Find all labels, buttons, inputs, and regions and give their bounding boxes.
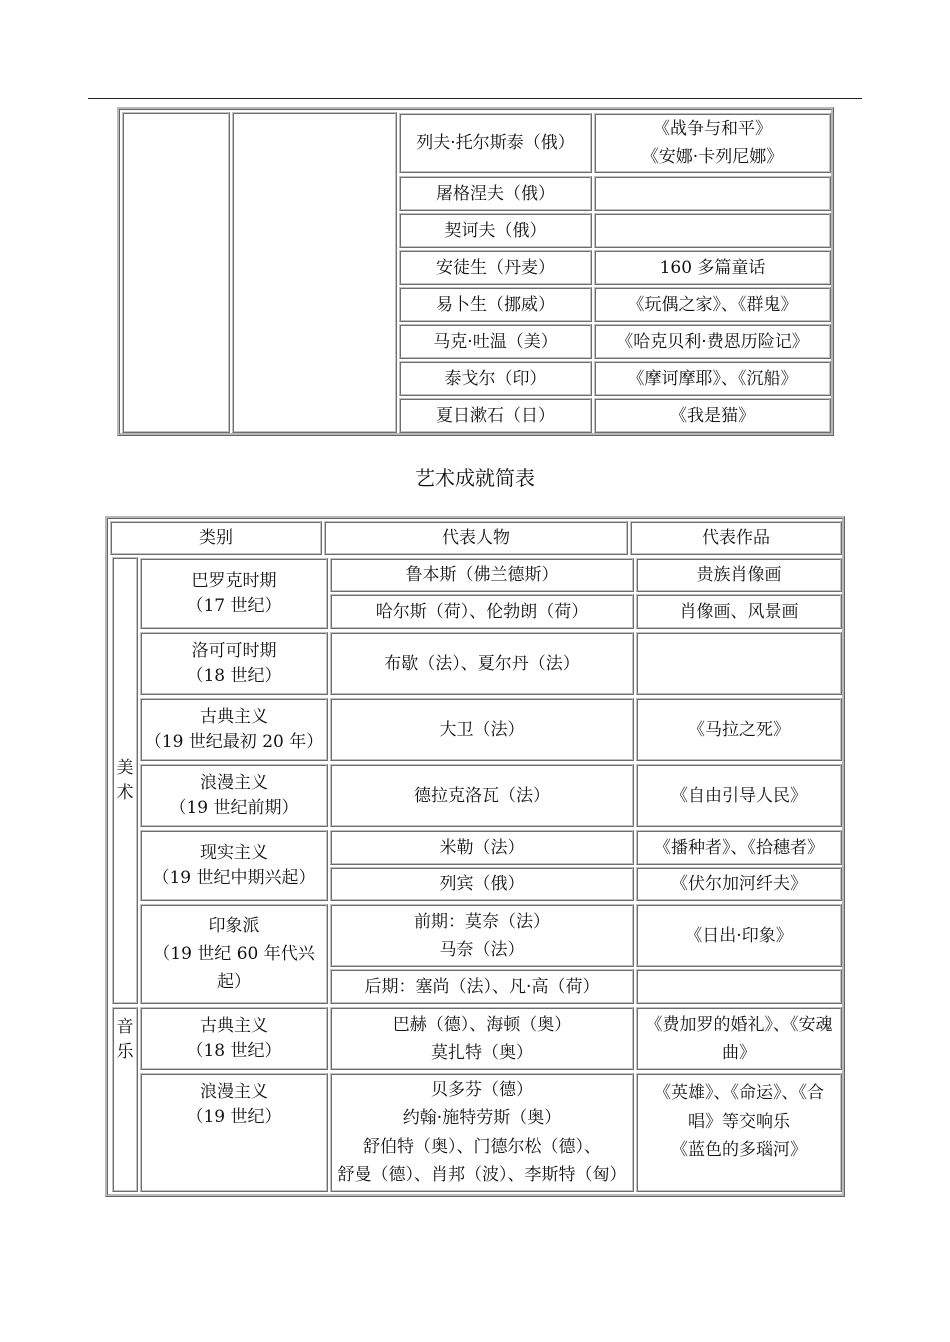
author-cell: 夏日漱石（日） [399,398,592,433]
category-music: 音 乐 [112,1007,138,1192]
people-cell: 布歇（法）、夏尔丹（法） [330,632,634,695]
author-cell: 安徒生（丹麦） [399,250,592,285]
people-cell: 哈尔斯（荷）、伦勃朗（荷） [330,594,634,629]
header-people: 代表人物 [324,521,628,555]
people-cell: 巴赫（德）、海顿（奥） 莫扎特（奥） [330,1007,634,1070]
people-cell: 贝多芬（德） 约翰·施特劳斯（奥） 舒伯特（奥）、门德尔松（德）、 舒曼（德）、肖邦（波）、李斯特（匈） [330,1073,634,1192]
art-achievements-table [105,516,845,1197]
people-cell: 后期：塞尚（法）、凡·高（荷） [330,969,634,1004]
period-classicism: 古典主义 （19 世纪最初 20 年） [140,698,328,761]
period-baroque: 巴罗克时期 （17 世纪） [140,558,328,629]
period-music-classicism: 古典主义 （18 世纪） [140,1007,328,1070]
works-cell: 贵族肖像画 [636,558,842,592]
works-cell: 《伏尔加河纤夫》 [636,867,842,901]
people-cell: 大卫（法） [330,698,634,761]
works-cell: 160 多篇童话 [594,250,831,285]
period-impressionism: 印象派 （19 世纪 60 年代兴 起） [140,904,328,1004]
works-cell: 《日出·印象》 [636,904,842,967]
header-rule [88,98,862,99]
works-cell [636,632,842,695]
people-cell: 米勒（法） [330,830,634,865]
author-cell: 泰戈尔（印） [399,361,592,396]
category-cell-empty [122,112,230,433]
author-cell: 马克·吐温（美） [399,324,592,359]
people-cell: 鲁本斯（佛兰德斯） [330,558,634,592]
works-cell: 《摩诃摩耶》、《沉船》 [594,361,831,396]
period-rococo: 洛可可时期 （18 世纪） [140,632,328,695]
literature-table [117,107,834,436]
works-cell: 《玩偶之家》、《群鬼》 [594,287,831,322]
author-cell: 易卜生（挪威） [399,287,592,322]
works-cell: 《战争与和平》 《安娜·卡列尼娜》 [594,113,831,173]
works-cell: 《费加罗的婚礼》、《安魂 曲》 [636,1007,842,1070]
works-cell [594,176,831,211]
works-cell: 《我是猫》 [594,398,831,433]
works-cell: 《哈克贝利·费恩历险记》 [594,324,831,359]
category-fine-art: 美 术 [112,557,138,1004]
period-realism: 现实主义 （19 世纪中期兴起） [140,830,328,901]
works-cell [636,969,842,1004]
author-cell: 列夫·托尔斯泰（俄） [399,113,592,173]
people-cell: 德拉克洛瓦（法） [330,764,634,827]
author-cell: 契诃夫（俄） [399,213,592,248]
period-romanticism: 浪漫主义 （19 世纪前期） [140,764,328,827]
works-cell: 《马拉之死》 [636,698,842,761]
people-cell: 前期：莫奈（法） 马奈（法） [330,904,634,967]
period-cell-empty [232,112,397,433]
header-works: 代表作品 [630,521,842,555]
art-table-title: 艺术成就简表 [415,466,535,490]
works-cell: 《英雄》、《命运》、《合 唱》等交响乐 《蓝色的多瑙河》 [636,1073,842,1192]
people-cell: 列宾（俄） [330,867,634,901]
works-cell: 《播种者》、《拾穗者》 [636,830,842,865]
works-cell [594,213,831,248]
works-cell: 《自由引导人民》 [636,764,842,827]
works-cell: 肖像画、风景画 [636,594,842,629]
author-cell: 屠格涅夫（俄） [399,176,592,211]
period-music-romanticism: 浪漫主义 （19 世纪） [140,1073,328,1192]
header-category: 类别 [110,521,322,555]
